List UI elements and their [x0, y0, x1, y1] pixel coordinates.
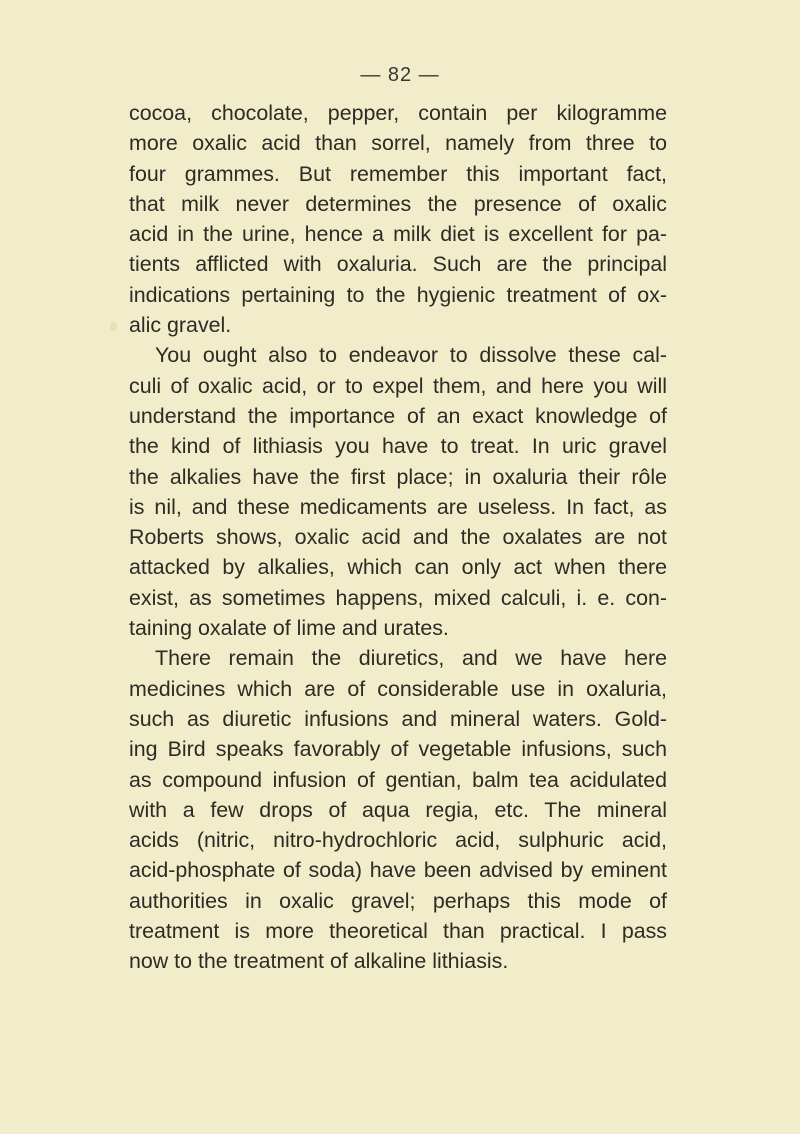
- text-line: understand the importance of an exact knowledge of: [129, 403, 667, 428]
- text-line: culi of oxalic acid, or to expel them, and here you will: [129, 373, 667, 398]
- text-line: is nil, and these medicaments are useless. In fact, as: [129, 494, 667, 519]
- text-line: acid in the urine, hence a milk diet is excellent for pa-: [129, 222, 667, 247]
- text-line: You ought also to endeavor to dissolve these cal-: [155, 343, 667, 368]
- text-line: Roberts shows, oxalic acid and the oxalates are not: [129, 525, 667, 550]
- text-line: taining oxalate of lime and urates.: [129, 616, 449, 641]
- text-line: as compound infusion of gentian, balm tea acidulated: [129, 767, 667, 792]
- text-line: tients afflicted with oxaluria. Such are the principal: [129, 252, 667, 277]
- text-line: four grammes. But remember this important fact,: [129, 161, 667, 186]
- paper-speck: [110, 322, 117, 331]
- text-line: indications pertaining to the hygienic treatment of ox-: [129, 282, 667, 307]
- text-line: acid-phosphate of soda) have been advised by eminent: [129, 858, 667, 883]
- text-line: the kind of lithiasis you have to treat. In uric gravel: [129, 434, 667, 459]
- text-line: acids (nitric, nitro-hydrochloric acid, sulphuric acid,: [129, 828, 667, 853]
- text-line: the alkalies have the first place; in oxaluria their rôle: [129, 464, 667, 489]
- text-line: exist, as sometimes happens, mixed calculi, i. e. con-: [129, 585, 667, 610]
- text-line: such as diuretic infusions and mineral waters. Gold-: [129, 706, 667, 731]
- text-line: medicines which are of considerable use in oxaluria,: [129, 676, 667, 701]
- text-line: ing Bird speaks favorably of vegetable infusions, such: [129, 737, 667, 762]
- text-line: with a few drops of aqua regia, etc. The mineral: [129, 797, 667, 822]
- text-line: that milk never determines the presence of oxalic: [129, 191, 667, 216]
- body-text: [129, 98, 667, 977]
- text-line: now to the treatment of alkaline lithiasis.: [129, 949, 509, 974]
- page-number: — 82 —: [360, 64, 440, 86]
- text-line: authorities in oxalic gravel; perhaps this mode of: [129, 888, 667, 913]
- text-line: attacked by alkalies, which can only act when there: [129, 555, 667, 580]
- text-line: There remain the diuretics, and we have here: [155, 646, 667, 671]
- text-line: alic gravel.: [129, 313, 232, 338]
- text-line: more oxalic acid than sorrel, namely from three to: [129, 131, 667, 156]
- text-line: treatment is more theoretical than practical. I pass: [129, 919, 667, 944]
- text-line: cocoa, chocolate, pepper, contain per kilogramme: [129, 101, 667, 125]
